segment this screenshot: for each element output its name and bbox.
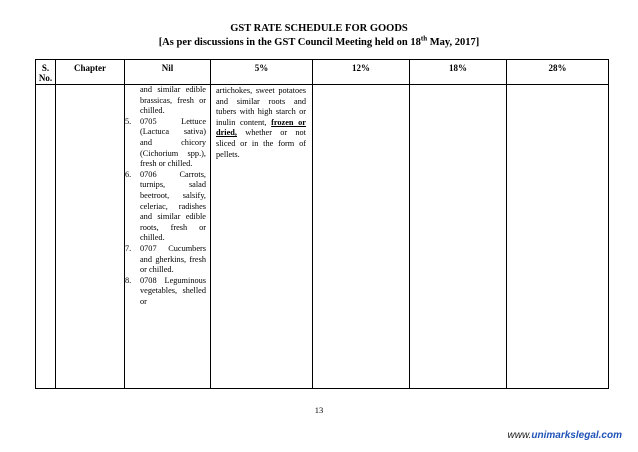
page-number: 13 [314,405,324,415]
header-18pct: 18% [410,60,507,85]
header-12pct: 12% [313,60,410,85]
header-5pct: 5% [211,60,313,85]
list-item: 6. 0706 Carrots, turnips, salad beetroot, salsify, celeriac, radishes and similar edible roots, fresh or chilled. [125,169,206,243]
table-header-row [36,60,609,85]
document-subtitle: [As per discussions in the GST Council Meeting held on 18th May, 2017] [158,34,480,48]
emphasis-text: frozen or dried, [216,117,306,138]
header-sno: S. No. [36,60,56,85]
cell-5pct [211,85,313,389]
rate-schedule-table [35,59,609,389]
document-title: GST RATE SCHEDULE FOR GOODS [230,23,408,34]
cell-sno [36,85,56,389]
table-row [36,85,609,389]
list-item: 7. 0707 Cucumbers and gherkins, fresh or chilled. [125,243,206,275]
cell-12pct [313,85,410,389]
header-chapter: Chapter [56,60,125,85]
header-nil: Nil [125,60,211,85]
cell-28pct [507,85,609,389]
list-item: and similar edible brassicas, fresh or chilled. [140,85,206,116]
five-pct-text: artichokes, sweet potatoes and similar roots and tubers with high starch or inulin content, frozen or dried, whether or not sliced or in the form of pellets. [216,86,306,159]
header-28pct: 28% [507,60,609,85]
footer-watermark[interactable]: www.unimarkslegal.com [507,430,622,441]
list-item: 8. 0708 Leguminous vegetables, shelled or [125,275,206,306]
cell-nil [125,85,211,389]
cell-18pct [410,85,507,389]
cell-chapter [56,85,125,389]
list-item: 5. 0705 Lettuce (Lactuca sativa) and chicory (Cichorium spp.), fresh or chilled. [125,116,206,169]
